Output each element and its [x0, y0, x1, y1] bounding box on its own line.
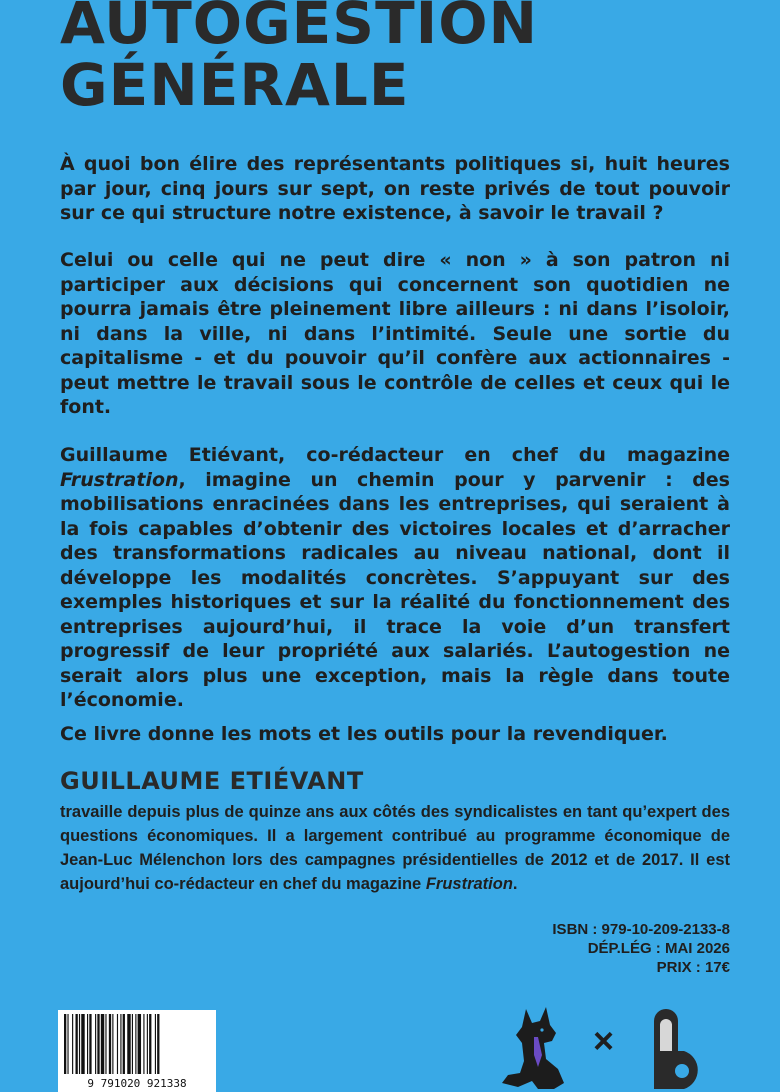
barcode-bar — [97, 1014, 99, 1074]
price: PRIX : 17€ — [656, 959, 730, 976]
barcode-bar — [149, 1014, 151, 1074]
barcode-bar — [67, 1014, 68, 1074]
barcode-bar — [127, 1014, 130, 1074]
barcode-bar — [117, 1014, 118, 1074]
fox-icon — [498, 1003, 578, 1092]
barcode-bar — [112, 1014, 113, 1074]
barcode-bar — [89, 1014, 91, 1074]
barcode-bar — [79, 1014, 80, 1074]
barcode-bar — [147, 1014, 148, 1074]
book-title — [60, 0, 539, 119]
title-line-1: AUTOGESTION — [60, 0, 539, 57]
barcode-bar — [155, 1014, 156, 1074]
blurb-paragraph-3 — [60, 443, 730, 713]
magazine-name: Frustration — [60, 468, 179, 491]
isbn: ISBN : 979-10-209-2133-8 — [552, 921, 730, 938]
p3-text-after: , imagine un chemin pour y parvenir : des mobilisations enracinées dans les entreprises, qui seraient à la fois capables d’obtenir des victoires locales et d’arracher des transformations radicales au niveau national, dont il développe les modalités concrètes. S’appuyant sur des exemples historiques et sur la réalité du fonctionnement des entreprises aujourd’hui, il trace la voie d’un transfert progressif de leur propriété aux salariés. L’autogestion ne serait alors plus une exception, mais la règle dans toute l’économie. — [60, 468, 730, 711]
barcode-bar — [95, 1014, 96, 1074]
title-line-2: GÉNÉRALE — [60, 51, 410, 119]
barcode-bar — [132, 1014, 133, 1074]
barcode-bar — [120, 1014, 121, 1074]
barcode-bar — [138, 1014, 141, 1074]
collaboration-separator: × — [593, 1020, 615, 1061]
barcode-bar — [72, 1014, 73, 1074]
blurb-paragraph-2: Celui ou celle qui ne peut dire « non » à son patron ni participer aux décisions qui concernent son quotidien ne pourra jamais être pleinement libre ailleurs : ni dans l’isoloir, ni dans la ville, ni dans l’intimité. Seule une sortie du capitalisme - et du pouvoir qu’il confère aux actionnaires - peut mettre le travail sous le contrôle de celles et ceux qui le font. — [60, 249, 730, 418]
barcode — [58, 1010, 216, 1092]
barcode-bars — [64, 1014, 210, 1074]
blurb-paragraph-1: À quoi bon élire des représentants politiques si, huit heures par jour, cinq jours sur sept, on reste privés de tout pouvoir sur ce qui structure notre existence, à savoir le travail ? — [60, 153, 730, 224]
barcode-bar — [76, 1014, 78, 1074]
barcode-bar — [123, 1014, 125, 1074]
publisher-b-icon — [640, 1005, 710, 1092]
bio-text-after: . — [512, 875, 518, 893]
bio-magazine-name: Frustration — [425, 875, 513, 893]
bio-text-before: travaille depuis plus de quinze ans aux côtés des syndicalistes en tant qu’expert des questions économiques. Il a largement contribué au programme économique de Jean-Luc Mélenchon lors des campagnes présidentielles de 2012 et de 2017. Il est aujourd’hui co-rédacteur en chef du magazine — [60, 803, 730, 893]
legal-deposit: DÉP.LÉG : MAI 2026 — [587, 940, 730, 957]
book-metadata — [552, 920, 730, 977]
barcode-bar — [157, 1014, 159, 1074]
barcode-bar — [64, 1014, 66, 1074]
barcode-bar — [135, 1014, 136, 1074]
barcode-digits: 9 791020 921338 — [87, 1077, 187, 1090]
author-bio — [60, 800, 730, 896]
barcode-bar — [109, 1014, 111, 1074]
barcode-bar — [105, 1014, 106, 1074]
barcode-bar — [101, 1014, 104, 1074]
p3-text-before: Guillaume Etiévant, co-rédacteur en chef du magazine — [60, 444, 730, 466]
barcode-bar — [143, 1014, 144, 1074]
blurb-paragraph-4: Ce livre donne les mots et les outils pour la revendiquer. — [60, 723, 668, 745]
barcode-bar — [87, 1014, 88, 1074]
author-name: GUILLAUME ETIÉVANT — [60, 767, 364, 795]
barcode-bar — [81, 1014, 84, 1074]
